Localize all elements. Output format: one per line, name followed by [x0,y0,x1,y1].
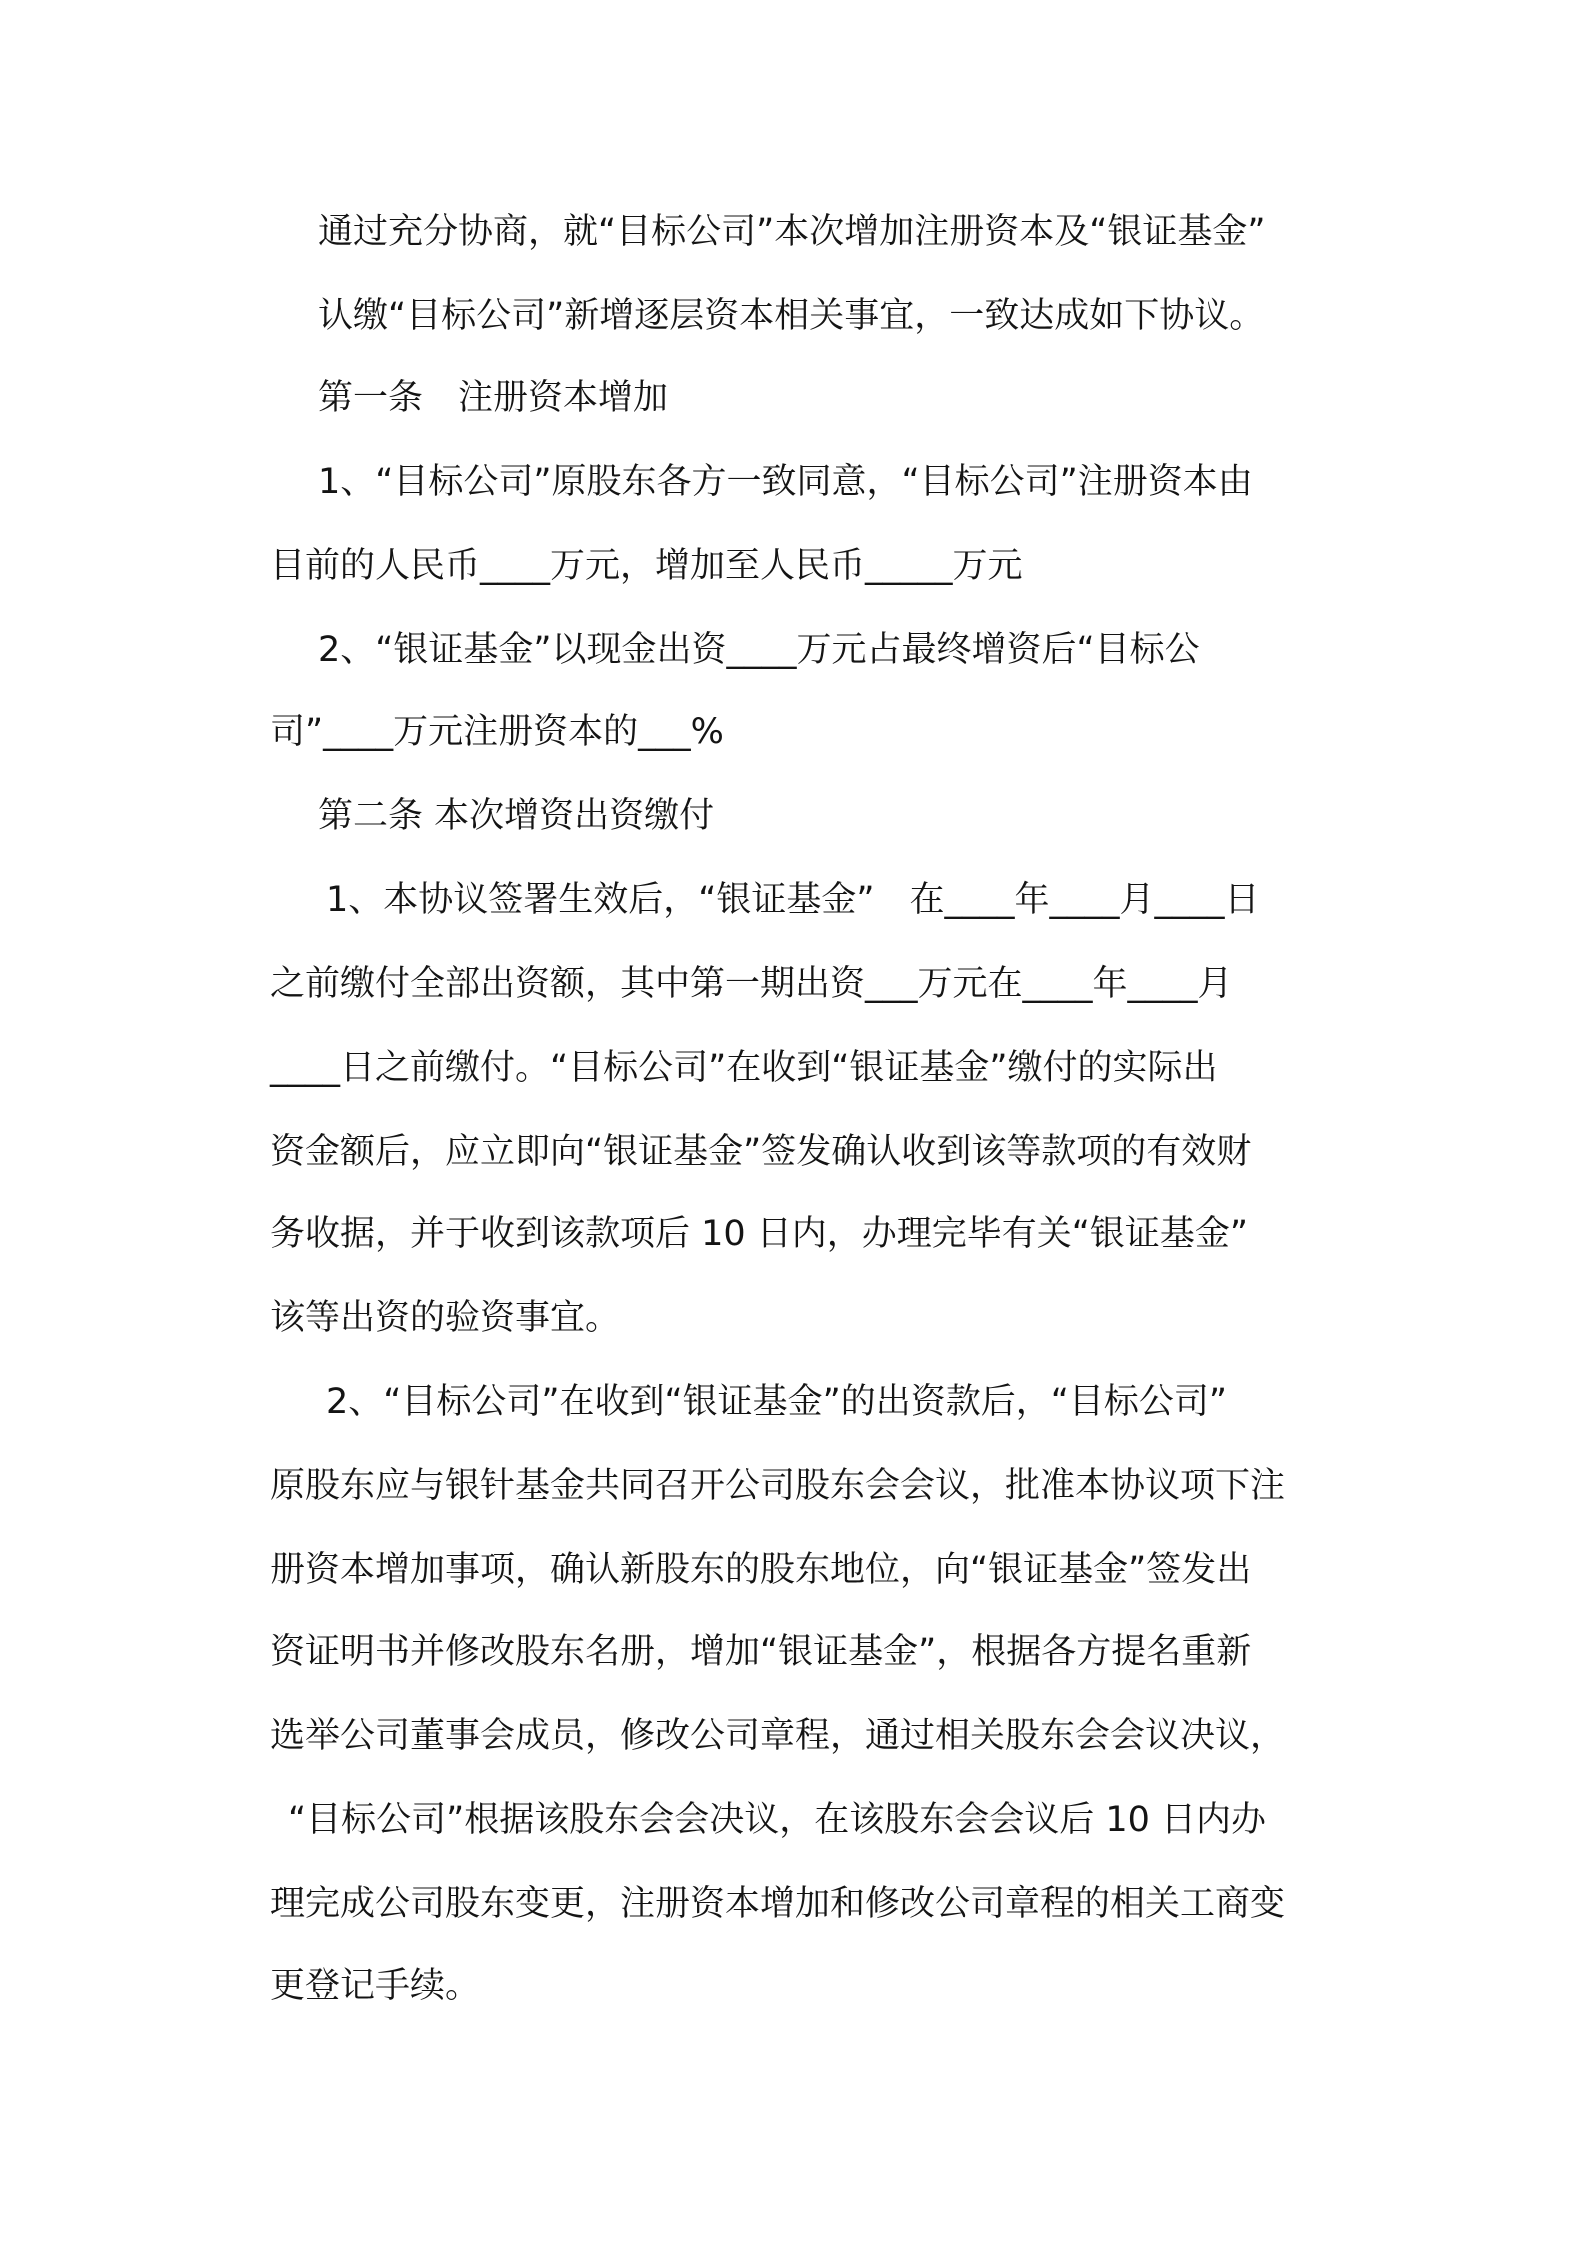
article-heading: 第二条 本次增资出资缴付 [318,796,715,836]
paragraph-line: 认缴“目标公司”新增逐层资本相关事宜，一致达成如下协议。 [318,296,1265,336]
paragraph-line: 选举公司董事会成员，修改公司章程，通过相关股东会会议决议， [270,1716,1286,1756]
paragraph-line: 原股东应与银针基金共同召开公司股东会会议，批准本协议项下注 [270,1466,1286,1506]
paragraph-line: 之前缴付全部出资额，其中第一期出资___万元在____年____月 [270,964,1233,1004]
paragraph-line: 1、“目标公司”原股东各方一致同意，“目标公司”注册资本由 [318,462,1253,502]
paragraph-line: 2、“银证基金”以现金出资____万元占最终增资后“目标公 [318,630,1200,670]
paragraph-line: 目前的人民币____万元，增加至人民币_____万元 [270,546,1023,586]
paragraph-line: 通过充分协商，就“目标公司”本次增加注册资本及“银证基金” [318,212,1266,252]
paragraph-line: ____日之前缴付。“目标公司”在收到“银证基金”缴付的实际出 [270,1048,1218,1088]
paragraph-line: 务收据，并于收到该款项后 10 日内，办理完毕有关“银证基金” [270,1214,1249,1254]
paragraph-line: 资金额后，应立即向“银证基金”签发确认收到该等款项的有效财 [270,1132,1252,1172]
article-heading: 第一条 注册资本增加 [318,378,669,418]
paragraph-line: 理完成公司股东变更，注册资本增加和修改公司章程的相关工商变 [270,1884,1286,1924]
paragraph-line: “目标公司”根据该股东会会决议，在该股东会会议后 10 日内办 [288,1800,1267,1840]
paragraph-line: 资证明书并修改股东名册，增加“银证基金”，根据各方提名重新 [270,1632,1252,1672]
paragraph-line: 更登记手续。 [270,1966,481,2006]
paragraph-line: 册资本增加事项，确认新股东的股东地位，向“银证基金”签发出 [270,1550,1252,1590]
paragraph-line: 2、“目标公司”在收到“银证基金”的出资款后，“目标公司” [326,1382,1228,1422]
paragraph-line: 1、本协议签署生效后，“银证基金” 在____年____月____日 [326,880,1260,920]
paragraph-line: 该等出资的验资事宜。 [270,1298,621,1338]
paragraph-line: 司”____万元注册资本的___% [270,712,724,752]
